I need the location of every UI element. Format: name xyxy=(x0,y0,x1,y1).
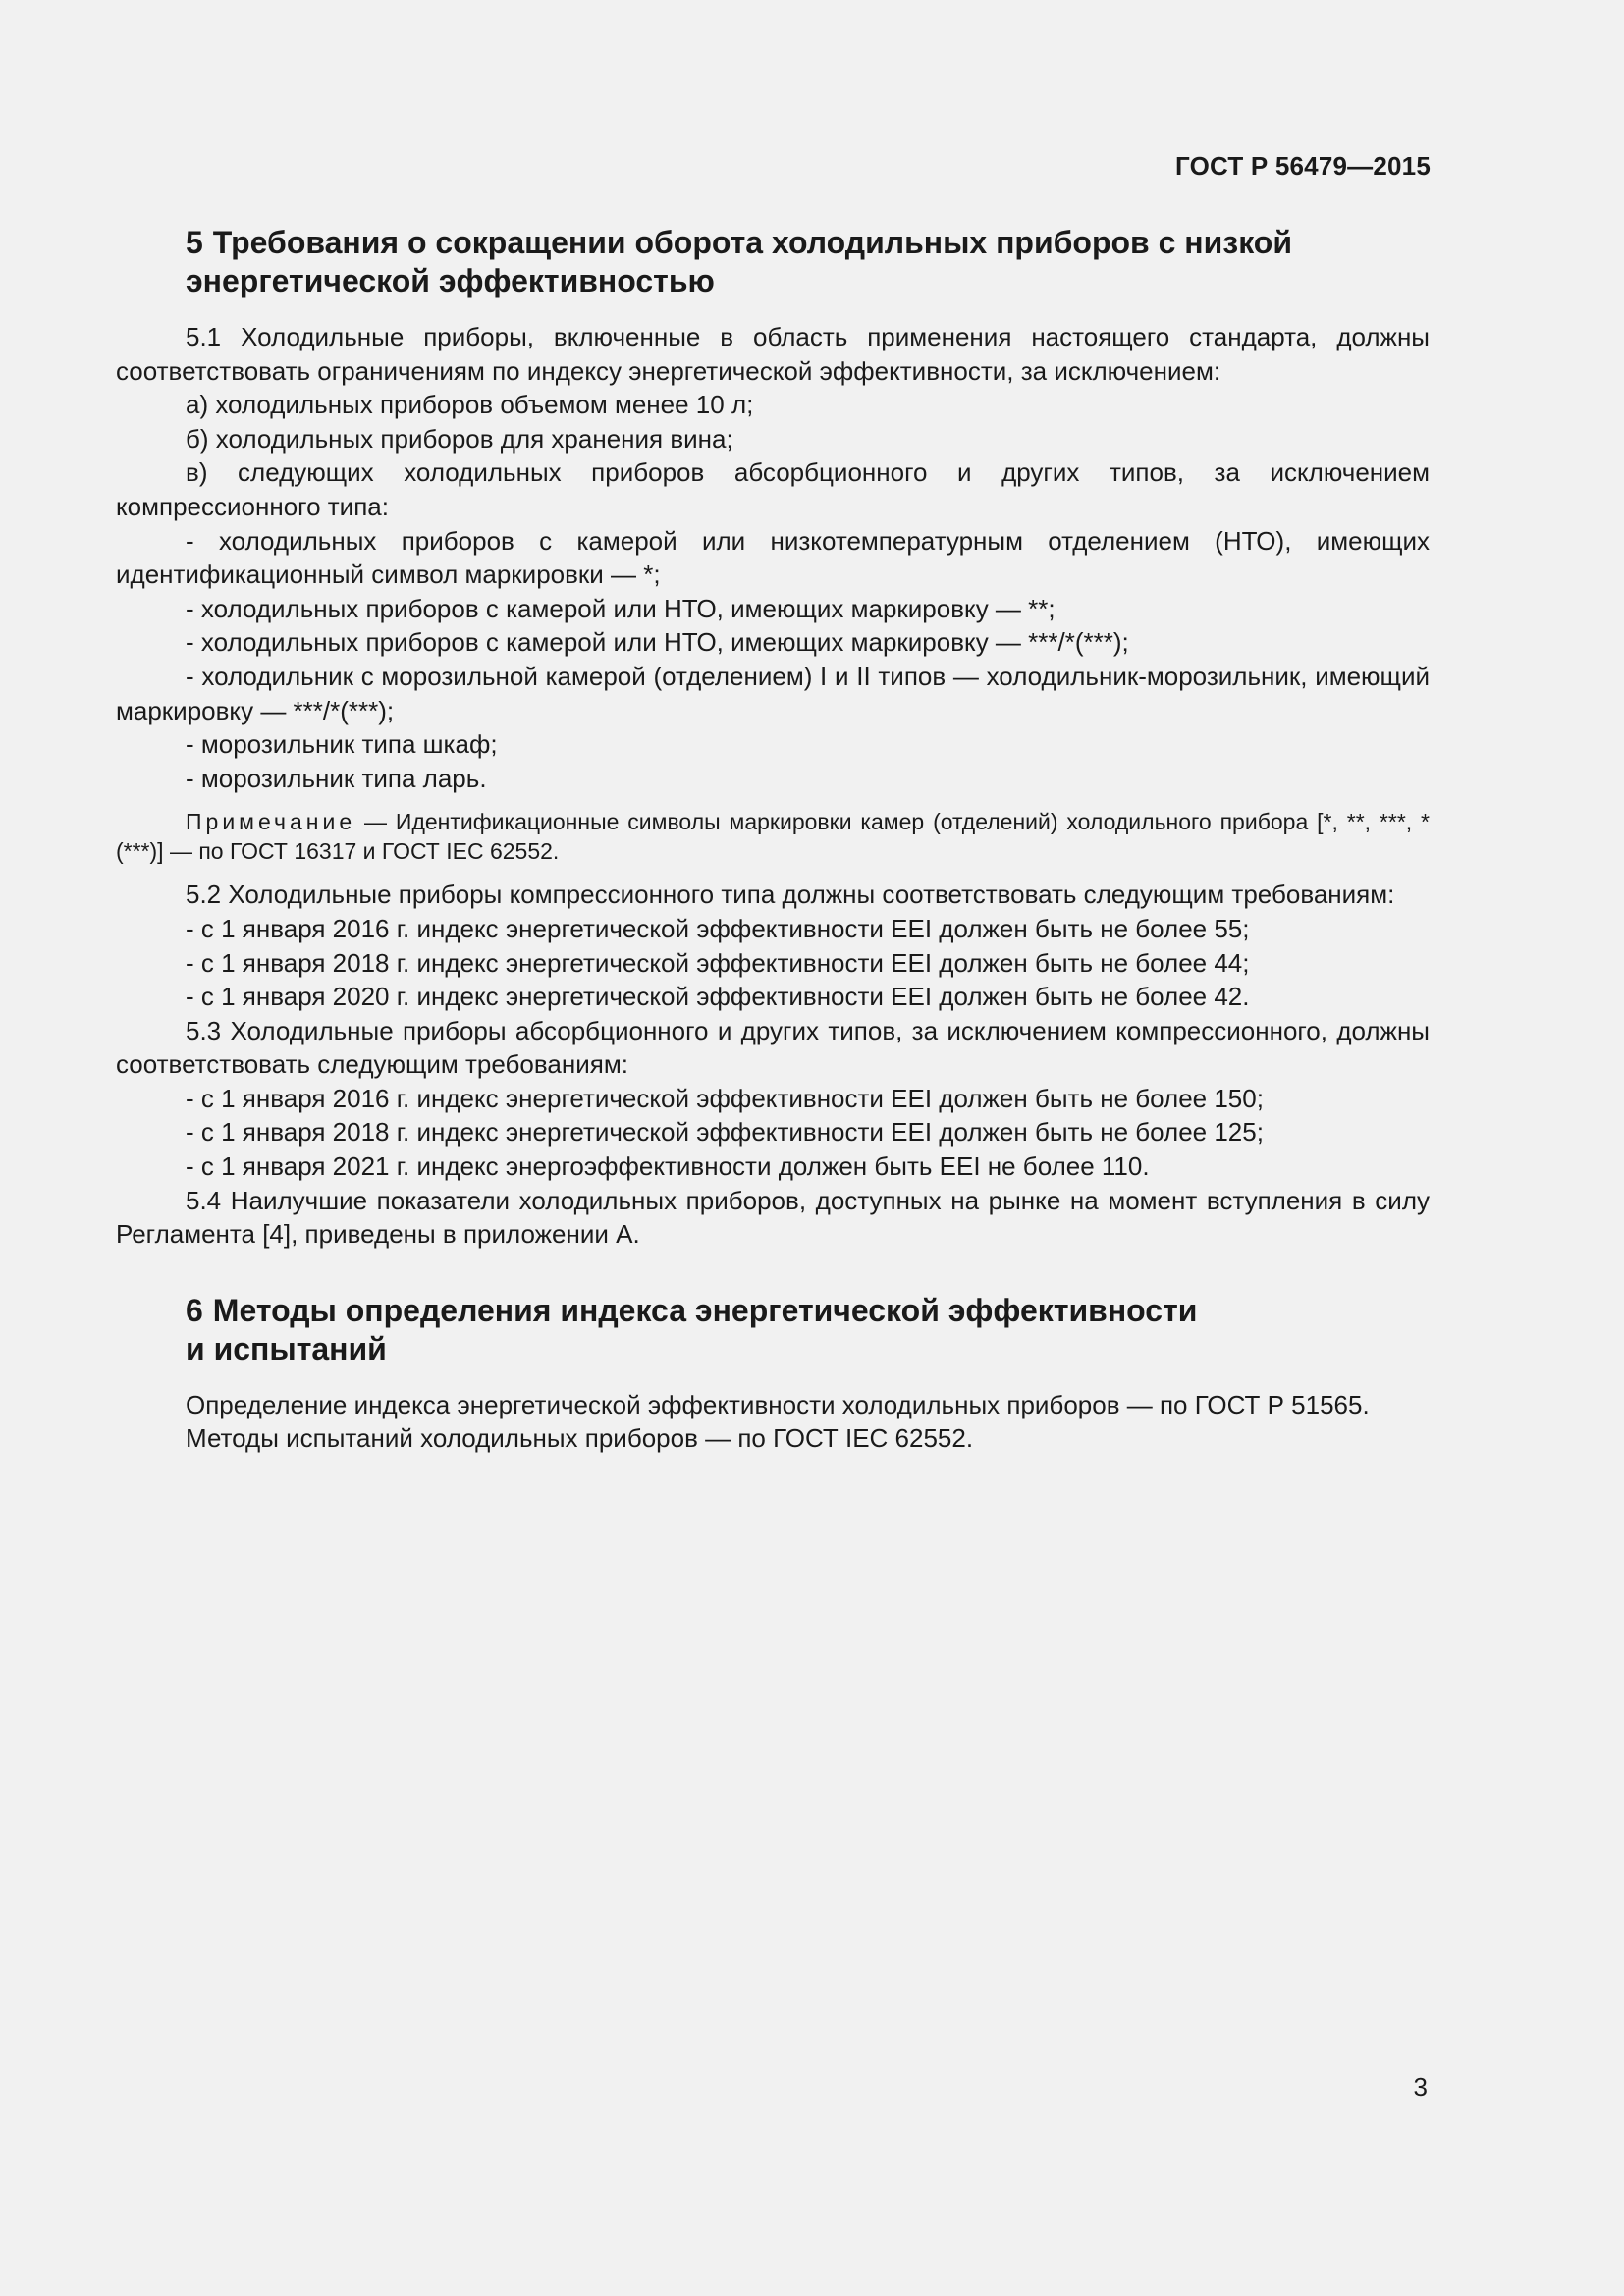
note-text: — Идентификационные символы маркировки камер (отделений) холодильного прибора [*, **, ***, *(***)] — по ГОСТ 16317 и ГОСТ IEC 62552. xyxy=(116,809,1430,865)
section-5-heading xyxy=(116,224,1430,300)
page-number: 3 xyxy=(1413,2072,1428,2102)
dash-item: - морозильник типа шкаф; xyxy=(186,729,498,760)
clause-5-3: 5.3 Холодильные приборы абсорбционного и других типов, за исключением компрессионного, должны соответствовать следующим требованиям: xyxy=(116,1015,1430,1080)
section-6-paragraph-2: Методы испытаний холодильных приборов — по ГОСТ IEC 62552. xyxy=(186,1423,974,1454)
section-6-paragraph-1: Определение индекса энергетической эффективности холодильных приборов — по ГОСТ Р 51565. xyxy=(186,1389,1370,1419)
note xyxy=(116,807,1430,866)
clause-5-4: 5.4 Наилучшие показатели холодильных приборов, доступных на рынке на момент вступления в силу Регламента [4], приведены в приложении А. xyxy=(116,1185,1430,1250)
section-6-heading xyxy=(116,1292,1430,1368)
section-title-line2: энергетической эффективностью xyxy=(186,263,715,298)
dash-item: - с 1 января 2020 г. индекс энергетической эффективности EEI должен быть не более 42. xyxy=(186,982,1250,1012)
section-title-line1: Требования о сокращении оборота холодильных приборов с низкой xyxy=(212,225,1293,260)
list-item-b: б) холодильных приборов для хранения вина; xyxy=(186,423,733,454)
section-title-line1: Методы определения индекса энергетической эффективности xyxy=(212,1292,1198,1328)
dash-item: - с 1 января 2018 г. индекс энергетической эффективности EEI должен быть не более 125; xyxy=(186,1117,1264,1148)
dash-item: - с 1 января 2021 г. индекс энергоэффективности должен быть EEI не более 110. xyxy=(186,1151,1150,1182)
dash-item: - с 1 января 2016 г. индекс энергетической эффективности EEI должен быть не более 55; xyxy=(186,913,1250,943)
clause-5-1: 5.1 Холодильные приборы, включенные в область применения настоящего стандарта, должны соответствовать ограничениям по индексу энергетической эффективности, за исключением: xyxy=(116,322,1430,386)
section-title-line2: и испытаний xyxy=(186,1330,387,1366)
clause-5-2: 5.2 Холодильные приборы компрессионного типа должны соответствовать следующим требованиям: xyxy=(186,880,1395,910)
dash-item: - холодильных приборов с камерой или низкотемпературным отделением (НТО), имеющих идентификационный символ маркировки — *; xyxy=(116,525,1430,590)
section-number: 5 xyxy=(186,225,203,260)
dash-item: - с 1 января 2018 г. индекс энергетической эффективности EEI должен быть не более 44; xyxy=(186,947,1250,978)
page-content xyxy=(116,224,1430,1456)
list-item-v: в) следующих холодильных приборов абсорбционного и других типов, за исключением компрессионного типа: xyxy=(116,457,1430,521)
dash-item: - холодильник с морозильной камерой (отделением) I и II типов — холодильник-морозильник, имеющий маркировку — ***/*(***); xyxy=(116,661,1430,725)
standard-code: ГОСТ Р 56479—2015 xyxy=(1175,151,1431,181)
section-number: 6 xyxy=(186,1292,203,1328)
list-item-a: а) холодильных приборов объемом менее 10 л; xyxy=(186,390,754,420)
dash-item: - морозильник типа ларь. xyxy=(186,763,487,793)
dash-item: - холодильных приборов с камерой или НТО, имеющих маркировку — ***/*(***); xyxy=(186,627,1129,658)
dash-item: - холодильных приборов с камерой или НТО, имеющих маркировку — **; xyxy=(186,593,1056,623)
note-label: Примечание xyxy=(186,809,356,835)
dash-item: - с 1 января 2016 г. индекс энергетической эффективности EEI должен быть не более 150; xyxy=(186,1083,1264,1113)
